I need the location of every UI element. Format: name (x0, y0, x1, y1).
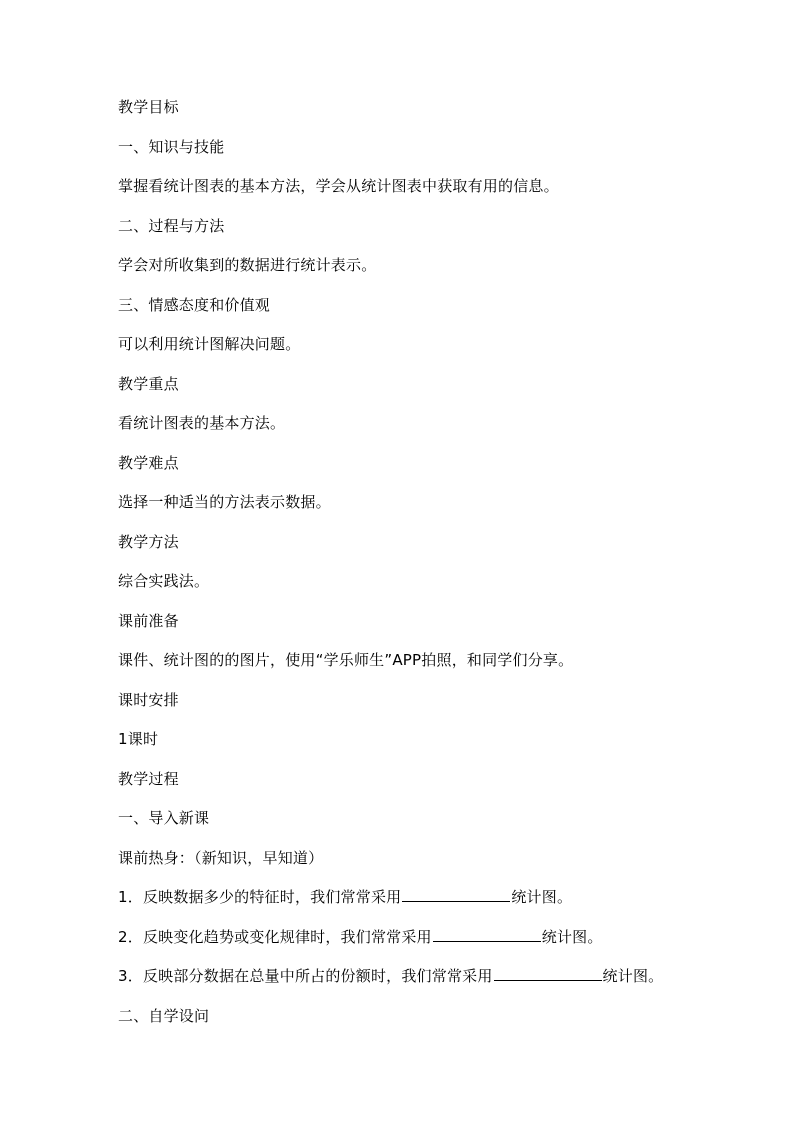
paragraph-teaching-focus: 看统计图表的基本方法。 (118, 414, 286, 432)
question-3 (118, 966, 663, 986)
question-1 (118, 887, 572, 907)
question-3-text: 3．反映部分数据在总量中所占的份额时，我们常常采用 (118, 967, 493, 985)
paragraph-preparation: 课件、统计图的的图片，使用“学乐师生”APP拍照，和同学们分享。 (118, 651, 574, 669)
question-3-suffix: 统计图。 (602, 967, 664, 985)
paragraph-teaching-method: 综合实践法。 (118, 572, 210, 590)
question-2-text: 2．反映变化趋势或变化规律时，我们常常采用 (118, 928, 432, 946)
question-1-text: 1．反映数据多少的特征时，我们常常采用 (118, 888, 402, 906)
subheading-attitude-values: 三、情感态度和价值观 (118, 296, 271, 314)
heading-schedule: 课时安排 (118, 691, 179, 709)
paragraph-process-method: 学会对所收集到的数据进行统计表示。 (118, 256, 377, 274)
question-1-suffix: 统计图。 (511, 888, 573, 906)
subheading-process-method: 二、过程与方法 (118, 217, 225, 235)
paragraph-attitude-values: 可以利用统计图解决问题。 (118, 335, 301, 353)
question-3-blank[interactable] (494, 966, 602, 981)
paragraph-schedule: 1课时 (118, 730, 159, 748)
heading-preparation: 课前准备 (118, 612, 179, 630)
subheading-knowledge-skills: 一、知识与技能 (118, 138, 225, 156)
subheading-self-study: 二、自学设问 (118, 1007, 210, 1025)
question-2 (118, 927, 603, 947)
paragraph-teaching-difficulty: 选择一种适当的方法表示数据。 (118, 493, 331, 511)
question-2-blank[interactable] (433, 927, 541, 942)
heading-teaching-method: 教学方法 (118, 533, 179, 551)
question-2-suffix: 统计图。 (541, 928, 603, 946)
heading-teaching-focus: 教学重点 (118, 375, 179, 393)
paragraph-warmup: 课前热身：（新知识，早知道） (118, 849, 324, 867)
heading-teaching-goals: 教学目标 (118, 98, 179, 116)
question-1-blank[interactable] (402, 887, 510, 902)
heading-teaching-process: 教学过程 (118, 770, 179, 788)
subheading-introduction: 一、导入新课 (118, 809, 210, 827)
paragraph-knowledge-skills: 掌握看统计图表的基本方法，学会从统计图表中获取有用的信息。 (118, 177, 559, 195)
heading-teaching-difficulty: 教学难点 (118, 454, 179, 472)
